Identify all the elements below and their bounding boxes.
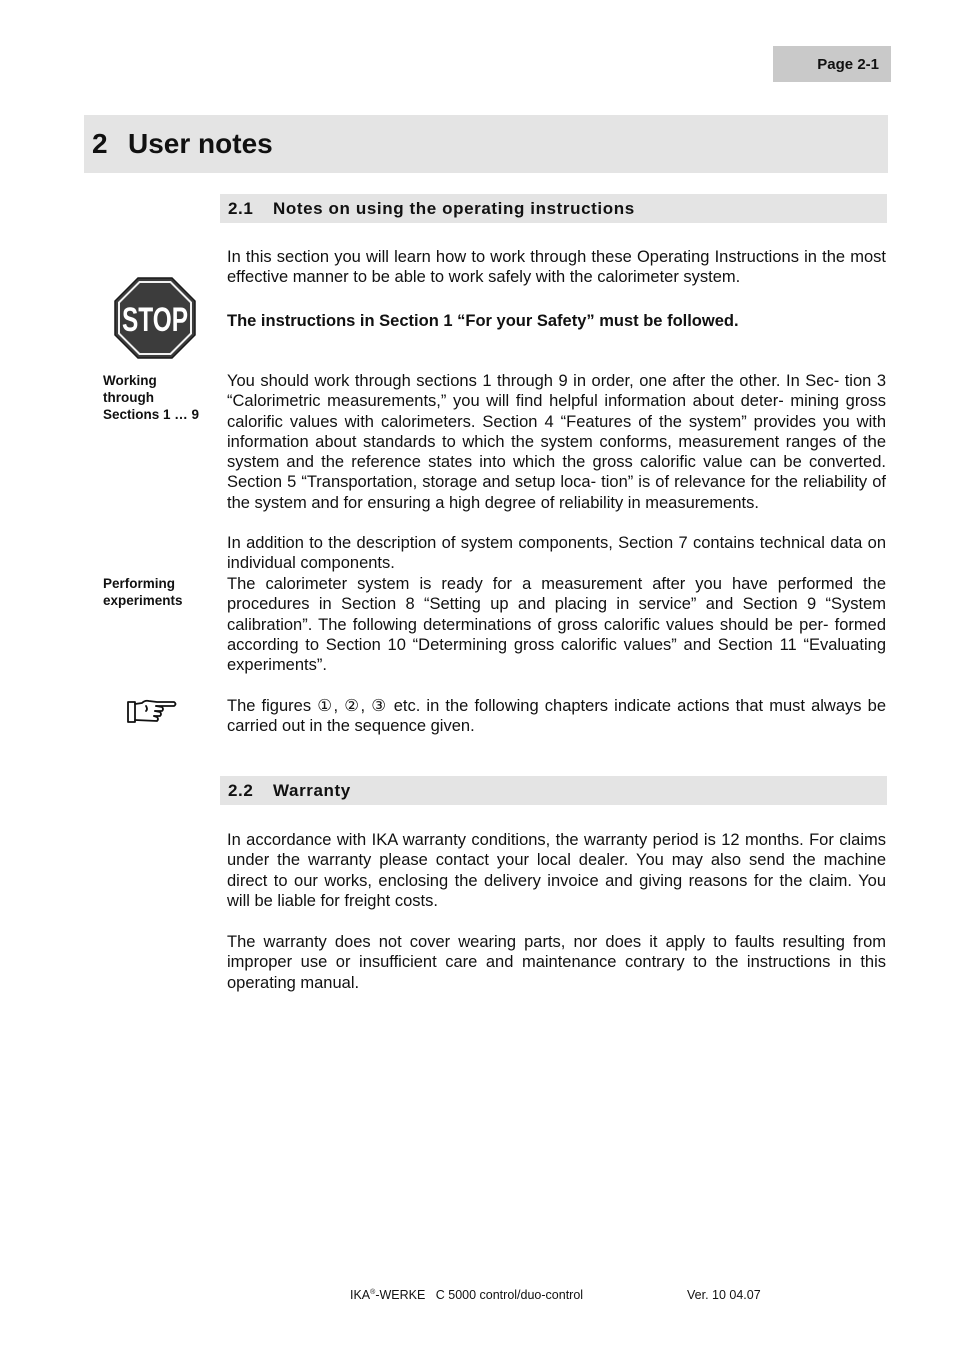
- intro-paragraph: In this section you will learn how to work through these Operating Instructions in the most effective manner to be able to work safely with the calorimeter system.: [227, 248, 886, 287]
- footer-version: Ver. 10 04.07: [687, 1288, 761, 1302]
- page-number-badge: [773, 46, 891, 82]
- safety-note: The instructions in Section 1 “For your Safety” must be followed.: [227, 312, 739, 330]
- stop-sign-text: STOP: [122, 301, 188, 339]
- side-label-working: Working through Sections 1 … 9: [103, 373, 200, 422]
- footer-model: C 5000 control/duo-control: [435, 1288, 584, 1302]
- chapter-number: 2: [92, 128, 108, 159]
- experiments-paragraph: The calorimeter system is ready for a measurement after you have performed the procedures in Section 8 “Setting up and placing in service” and Section 9 “System calibration”. The following determinations of gross calorific values should be per- formed according to Section 10 “Determining gross calorific values” and Section 11 “Evaluating experiments”.: [227, 575, 886, 675]
- chapter-heading: [84, 115, 888, 173]
- components-paragraph: In addition to the description of system components, Section 7 contains technical data on individual components.: [227, 534, 886, 573]
- warranty-paragraph-1: In accordance with IKA warranty conditions, the warranty period is 12 months. For claims under the warranty please contact your local dealer. You may also send the machine direct to our works, enclosing the delivery invoice and giving reasons for the claim. You will be liable for freight costs.: [227, 831, 886, 910]
- section-title: Notes on using the operating instructions: [273, 198, 635, 218]
- registered-mark: ®: [370, 1288, 376, 1296]
- working-paragraph: You should work through sections 1 through 9 in order, one after the other. In Sec- tion 3 “Calorimetric measurements,” you will find helpful information about deter- mining gross calorific values with calorimeters. Section 4 “Features of the system” provides you with information about standards to which the system conforms, measurement ranges of the system and the reference states into which the gross calorific value can be converted. Section 5 “Transportation, storage and setup loca- tion” is of relevance for the reliability of the system and for ensuring a high degree of reliability in measurements.: [227, 372, 886, 512]
- stop-sign-icon: [114, 277, 196, 359]
- section-title: Warranty: [273, 780, 351, 800]
- footer-brand: IKA: [350, 1288, 371, 1302]
- figures-paragraph: The figures ①, ②, ③ etc. in the following chapters indicate actions that must always be carried out in the sequence given.: [227, 697, 886, 736]
- section-number: 2.2: [228, 780, 254, 800]
- section-number: 2.1: [228, 198, 254, 218]
- chapter-title: User notes: [128, 128, 273, 159]
- section-heading-2-1: [220, 194, 887, 223]
- footer-brand-model: [350, 1288, 583, 1302]
- warranty-paragraph-2: The warranty does not cover wearing parts, nor does it apply to faults resulting from improper use or insufficient care and maintenance contrary to the instructions in this operating manual.: [227, 933, 886, 992]
- side-label-experiments: Performing experiments: [103, 576, 183, 608]
- pointing-hand-icon: [126, 698, 178, 726]
- section-heading-2-2: [220, 776, 887, 805]
- page-number: Page 2-1: [817, 55, 879, 73]
- footer-brand-suffix: -WERKE: [375, 1288, 426, 1302]
